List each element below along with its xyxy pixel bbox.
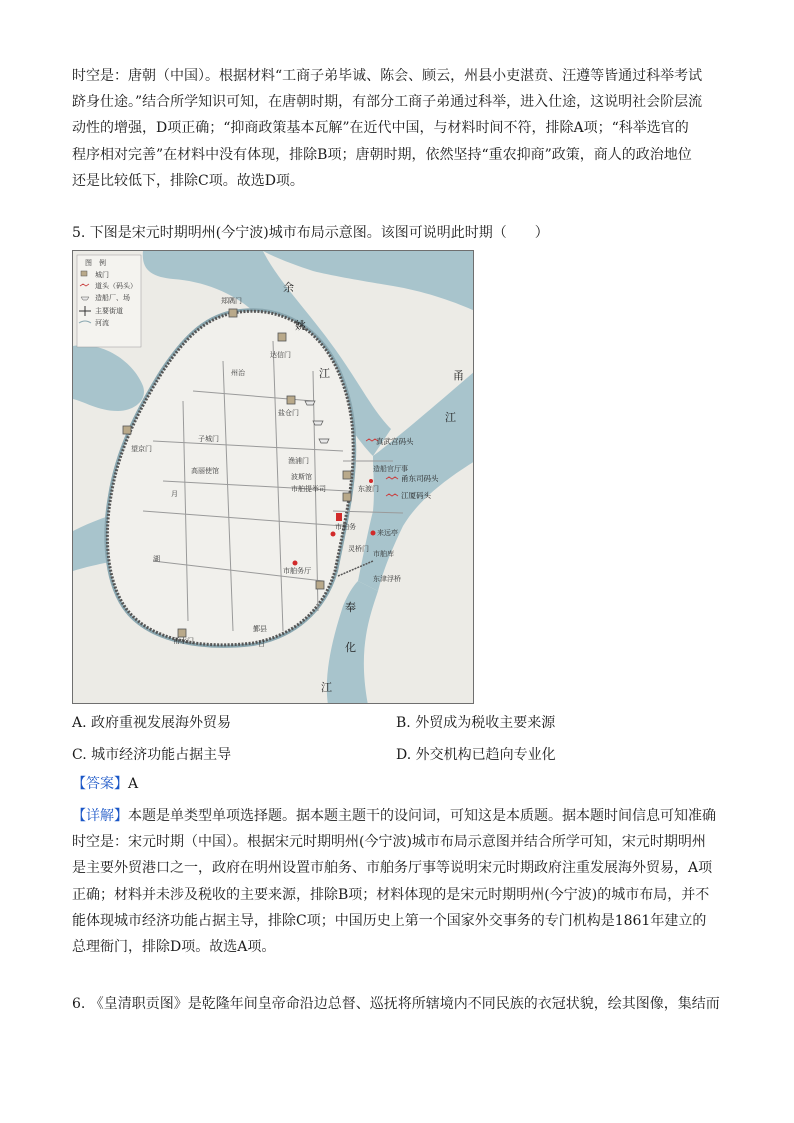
legend-title: 图 例	[85, 259, 106, 267]
legend-item: 主要街道	[95, 307, 123, 315]
explanation-paragraph-q5	[72, 803, 724, 960]
place-label: 市舶务	[335, 523, 356, 531]
dock-label: 甬东司码头	[401, 474, 439, 483]
place-label: 高丽使馆	[191, 467, 219, 475]
gate-label: 东渡门	[358, 485, 379, 493]
gate-marker	[178, 629, 186, 637]
ship-icon	[313, 421, 323, 425]
text-line: 时空是：宋元时期（中国）。根据宋元时期明州(今宁波)城市布局示意图并结合所学可知，宋元时期明州	[72, 834, 706, 851]
place-label: 子城门	[198, 435, 219, 443]
gate-label: 灵桥门	[348, 545, 369, 553]
text-line: 时空是：唐朝（中国）。根据材料“工商子弟毕诚、陈会、顾云，州县小吏湛贲、汪遵等皆通过科举考试	[72, 68, 703, 84]
ship-icon	[319, 439, 329, 443]
text-line: 还是比较低下，排除C项。故选D项。	[72, 172, 304, 189]
option-a: A. 政府重视发展海外贸易	[72, 715, 232, 731]
answer-label: 【答案】	[72, 776, 128, 792]
gate-marker	[123, 426, 131, 434]
river-label: 江	[321, 681, 332, 694]
gate-label: 盐仓门	[278, 409, 299, 417]
marker	[336, 513, 342, 521]
lake-label: 湖	[153, 555, 160, 563]
place-label: 州治	[231, 369, 245, 377]
place-label: 市舶提举司	[291, 485, 326, 493]
legend-item: 道头（码头）	[95, 282, 137, 290]
text-line: 程序相对完善”在材料中没有体现，排除B项；唐朝时期，依然坚持“重农抑商”政策，商人的政治地位	[72, 146, 692, 163]
text-line	[72, 803, 724, 829]
gate-label: 甬水门	[173, 637, 194, 645]
river-label: 姚	[295, 319, 306, 332]
river-label: 江	[319, 367, 330, 380]
mingzhou-city-map	[72, 250, 474, 704]
gate-marker	[287, 396, 295, 404]
ship-icon	[305, 401, 315, 405]
question-5-stem: 5. 下图是宋元时期明州(今宁波)城市布局示意图。该图可说明此时期（ ）	[72, 225, 549, 241]
text-line: 总理衙门，排除D项。故选A项。	[72, 939, 276, 956]
marker	[331, 532, 336, 537]
text-line: 动性的增强，D项正确；“抑商政策基本瓦解”在近代中国，与材料时间不符，排除A项；“科举选官的	[72, 120, 689, 137]
river-label: 化	[345, 641, 356, 654]
legend-item: 城门	[95, 271, 109, 279]
place-label: 市舶库	[373, 550, 394, 558]
option-b: B. 外贸成为税收主要来源	[396, 715, 556, 731]
place-label: 来远亭	[377, 529, 398, 537]
dock-label: 真武宫码头	[376, 437, 414, 446]
detail-label: 【详解】	[72, 808, 128, 824]
marker	[371, 531, 376, 536]
legend-item: 造船厂、场	[95, 294, 130, 302]
option-c: C. 城市经济功能占据主导	[72, 747, 232, 763]
gate-label: 郑隅门	[221, 297, 242, 305]
dock-label: 江厦码头	[401, 491, 431, 500]
place-label: 市舶务厅	[283, 567, 311, 575]
gate-label: 鄞县	[253, 625, 267, 633]
place-label: 造船官厅事	[373, 465, 408, 473]
place-label: 东津浮桥	[373, 575, 401, 583]
gate-label: 望京门	[131, 445, 152, 453]
legend-gate-icon	[81, 271, 87, 276]
marker	[293, 561, 298, 566]
gate-marker	[229, 309, 237, 317]
lake-label: 月	[171, 490, 178, 498]
answer-line	[72, 773, 138, 793]
text-line: 正确；材料并未涉及税收的主要来源，排除B项；材料体现的是宋元时期明州(今宁波)的城市布局，并不	[72, 886, 710, 903]
gate-label: 达信门	[270, 351, 291, 359]
answer-value: A	[128, 776, 139, 792]
gate-marker	[278, 333, 286, 341]
place-label: 波斯馆	[291, 473, 312, 481]
gate-label: 渔浦门	[288, 457, 309, 465]
gate-marker	[316, 581, 324, 589]
text-line: 是主要外贸港口之一，政府在明州设置市舶务、市舶务厅事等说明宋元时期政府注重发展海外贸易，A项	[72, 860, 713, 877]
option-d: D. 外交机构已趋向专业化	[396, 747, 556, 763]
gate-marker	[343, 493, 351, 501]
marker	[369, 479, 373, 483]
river-label: 江	[445, 411, 456, 424]
river-label: 余	[283, 281, 294, 294]
text-line: 跻身仕途。”结合所学知识可知，在唐朝时期，有部分工商子弟通过科举，进入仕途，这说明社会阶层流	[72, 94, 703, 111]
legend-item: 河流	[95, 319, 109, 327]
explanation-paragraph-q4	[72, 63, 724, 194]
text-segment: 本题是单类型单项选择题。据本题主题干的设问词，可知这是本质题。据本题时间信息可知准确	[128, 808, 716, 824]
text-line: 能体现城市经济功能占据主导，排除C项；中国历史上第一个国家外交事务的专门机构是1861年建立的	[72, 912, 707, 929]
place-label: 日	[258, 640, 265, 648]
gate-marker	[343, 471, 351, 479]
river-label: 甬	[453, 369, 464, 382]
question-6-stem: 6. 《皇清职贡图》是乾隆年间皇帝命沿边总督、巡抚将所辖境内不同民族的衣冠状貌，绘其图像，集结而	[72, 996, 720, 1012]
river-label: 奉	[345, 601, 356, 614]
